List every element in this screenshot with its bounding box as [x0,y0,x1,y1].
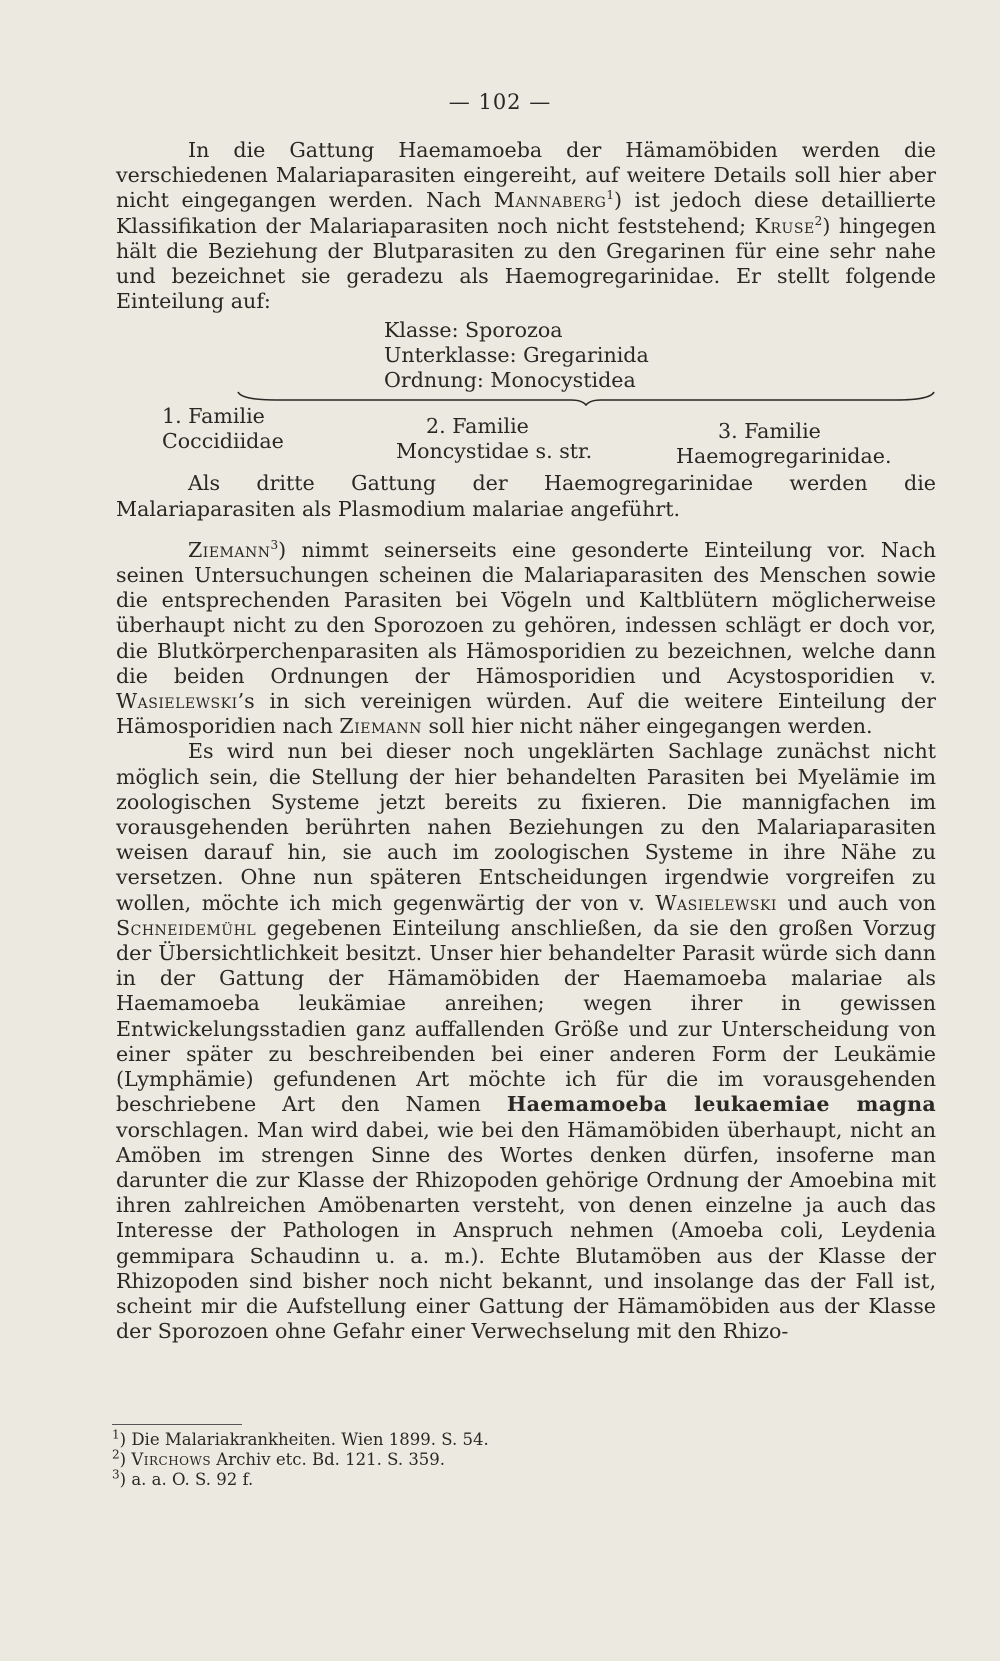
page-number: — 102 — [448,90,552,114]
footnote-2 [112,1447,812,1470]
text-run: vorschlagen. Man wird dabei, wie bei den Hämamöbiden überhaupt, nicht an Amöben im strengen Sinne des Wortes denken dürfen, insoferne man darunter die zur Klasse der Rhizopoden gehörige Ordnung der Amoebina mit ihren zahlreichen Amöbenarten versteht, von denen einzelne ja auch das Interesse der Pathologen in Anspruch nehmen (Amoeba coli, Leydenia gemmipara Schaudinn u. a. m.). Echte Blutamöben aus der Klasse der Rhizopoden sind bisher noch nicht bekannt, und insolange das der Fall ist, scheint mir die Aufstellung einer Gattung der Hämamöbiden aus der Klasse der Sporozoen ohne Gefahr einer Verwechselung mit den Rhizo- [116,1117,936,1344]
classification-scheme [116,316,936,471]
author-name: Ziemann [188,537,271,562]
family-3-name: Haemogregarinidae. [676,444,892,469]
text-run: ’s in sich vereinigen würden. Auf die weitere Einteilung der Hämosporidien nach [116,689,936,739]
paragraph-1 [116,138,936,314]
paragraph-3 [116,538,936,740]
footnote-mark: 2 [112,1447,120,1462]
family-2-name: Moncystidae s. str. [396,439,593,464]
footnote-ref: 3 [270,537,279,552]
text-run: gegebenen Einteilung anschließen, da sie den großen Vorzug der Übersichtlichkeit besitzt. Unser hier behandelter Parasit würde sich dann in der Gattung der Hämamöbiden der Haemamoeba malariae als Haemamoeba leukämiae anreihen; wegen ihrer in gewissen Entwickelungsstadien ganz auffallenden Größe und zur Unterscheidung von einer später zu beschreibenden bei einer anderen Form der Leukämie (Lymphämie) gefundenen Art möchte ich für die im vorausgehenden beschriebene Art den Namen [116,915,936,1117]
footnote-text: Archiv etc. Bd. 121. S. 359. [211,1450,446,1469]
text-run: und auch von [776,890,937,915]
family-1-name: Coccidiidae [162,429,284,454]
species-name: Haemamoeba leukaemiae magna [506,1092,937,1117]
main-text [116,138,936,1344]
family-1-number: 1. Familie [162,404,265,429]
footnote-text: ) Die Malariakrankheiten. Wien 1899. S. 54. [119,1430,489,1449]
author-name: Ziemann [339,714,422,739]
footnote-text: ) a. a. O. S. 92 f. [119,1470,254,1489]
paragraph-2: Als dritte Gattung der Haemogregarinidae werden die Malariaparasiten als Plasmodium malariae angeführt. [116,471,936,521]
text-run: soll hier nicht näher eingegangen werden. [421,714,873,739]
footnote-ref: 2 [814,213,823,228]
text-run: In die Gattung Haemamoeba der Hämamöbiden werden die verschiedenen Malariaparasiten eingereiht, auf weitere Details soll hier aber nicht eingegangen werden. Nach [116,138,936,213]
text-run: Es wird nun bei dieser noch ungeklärten Sachlage zunächst nicht möglich sein, die Stellung der hier behandelten Parasiten bei Myelämie im zoologischen Systeme jetzt bereits zu fixieren. Die mannigfachen im vorausgehenden berührten nahen Beziehungen zu den Malariaparasiten weisen darauf hin, sie auch im zoologischen Systeme in ihre Nähe zu versetzen. Ohne nun späteren Entscheidungen irgendwie vorgreifen zu wollen, möchte ich mich gegenwärtig der von v. [116,739,936,915]
family-3-number: 3. Familie [718,419,821,444]
family-2-number: 2. Familie [426,414,529,439]
footnote-3 [112,1467,812,1490]
subclass-line: Unterklasse: Gregarinida [384,343,649,368]
footnote-rule [112,1424,242,1425]
author-name: Wasielewski [655,890,777,915]
class-line: Klasse: Sporozoa [384,318,563,343]
author-name: Virchows [131,1450,212,1469]
footnote-mark: 1 [112,1427,120,1442]
footnote-text: ) [119,1450,132,1469]
author-name: Wasielewski [116,689,238,714]
author-name: Schneidemühl [116,915,257,940]
author-name: Mannaberg [493,188,607,213]
paragraph-4 [116,739,936,1344]
text-run: ) hingegen hält die Beziehung der Blutparasiten zu den Gregarinen für eine sehr nahe und bezeichnet sie geradezu als Haemogregarinidae. Er stellt folgende Einteilung auf: [116,213,936,314]
order-line: Ordnung: Monocystidea [384,368,636,393]
footnote-mark: 3 [112,1467,120,1482]
footnotes [112,1427,812,1490]
footnote-1 [112,1427,812,1450]
footnote-ref: 1 [606,188,614,203]
text-run: ) ist jedoch diese detaillierte Klassifikation der Malariaparasiten noch nicht feststehend; [116,188,936,238]
brace-divider [236,390,936,406]
text-run: ) nimmt seinerseits eine gesonderte Einteilung vor. Nach seinen Untersuchungen scheinen die Malariaparasiten des Menschen sowie die entsprechenden Parasiten bei Vögeln und Kaltblütern möglicherweise überhaupt nicht zu den Sporozoen zu gehören, indessen schlägt er doch vor, die Blutkörperchenparasiten als Hämosporidien zu bezeichnen, welche dann die beiden Ordnungen der Hämosporidien und Acystosporidien v. [116,537,936,688]
author-name: Kruse [754,213,815,238]
